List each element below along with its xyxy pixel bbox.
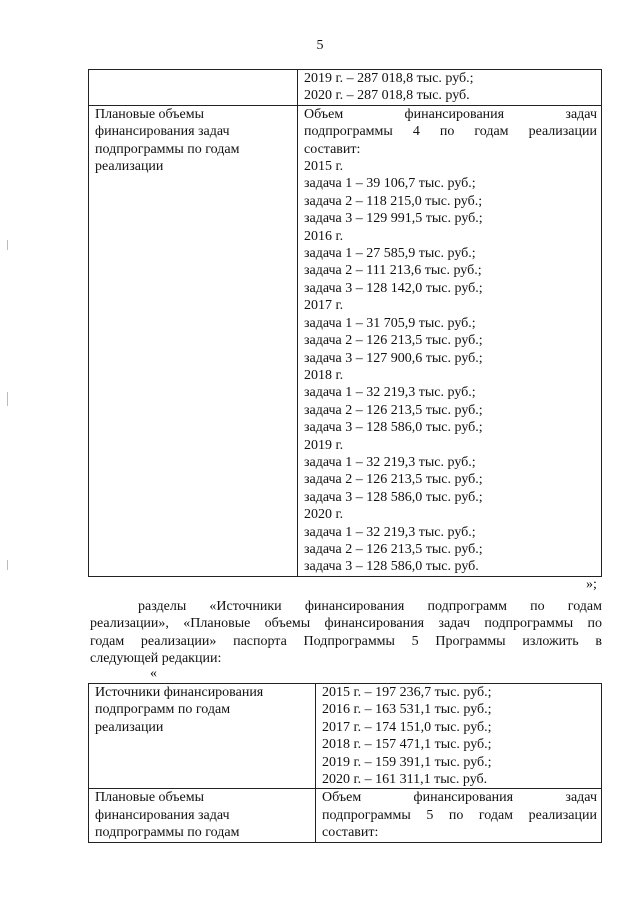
planned-volumes-values — [316, 789, 602, 842]
task-line: задача 3 – 128 586,0 тыс. руб.; — [304, 489, 483, 505]
task-line: задача 2 – 126 213,5 тыс. руб.; — [304, 472, 483, 488]
paragraph-line: реализации», «Плановые объемы финансирования задач подпрограммы по — [90, 616, 602, 632]
task-line: задача 2 – 126 213,5 тыс. руб.; — [304, 333, 483, 349]
label-line: подпрограммы по годам — [95, 825, 240, 841]
year-heading: 2018 г. — [304, 367, 344, 383]
label-line: реализации — [95, 159, 164, 175]
year-amount-line: 2017 г. – 174 151,0 тыс. руб.; — [322, 719, 492, 735]
sources-values — [316, 684, 602, 789]
amendment-paragraph — [90, 598, 602, 668]
task-line: задача 3 – 128 586,0 тыс. руб. — [304, 559, 479, 575]
table-row — [89, 789, 602, 842]
intro-line: Объем финансирования задач — [304, 106, 597, 122]
label-line: подпрограммы по годам — [95, 141, 240, 157]
empty-label-cell — [89, 70, 298, 106]
paragraph-line: следующей редакции: — [90, 651, 222, 667]
label-line: Плановые объемы — [95, 106, 205, 122]
intro-line: подпрограммы 5 по годам реализации — [322, 807, 597, 823]
task-line: задача 2 – 118 215,0 тыс. руб.; — [304, 193, 483, 209]
task-line: задача 1 – 27 585,9 тыс. руб.; — [304, 246, 476, 262]
task-line: задача 3 – 127 900,6 тыс. руб.; — [304, 350, 483, 366]
table-row — [89, 684, 602, 789]
intro-line: подпрограммы 4 по годам реализации — [304, 124, 597, 140]
year-heading: 2019 г. — [304, 437, 344, 453]
page-number: 5 — [316, 38, 324, 53]
intro-line: составит: — [304, 141, 361, 157]
intro-line: Объем финансирования задач — [322, 790, 597, 806]
task-line: задача 1 – 31 705,9 тыс. руб.; — [304, 315, 476, 331]
funding-table-subprogram-4 — [88, 69, 602, 577]
task-line: задача 3 – 128 142,0 тыс. руб.; — [304, 280, 483, 296]
task-line: задача 1 – 39 106,7 тыс. руб.; — [304, 176, 476, 192]
scan-artifact — [7, 240, 8, 250]
scan-artifact — [7, 560, 8, 570]
planned-volumes-label — [89, 105, 298, 576]
year-heading: 2015 г. — [304, 159, 344, 175]
label-line: финансирования задач — [95, 807, 230, 823]
table-row — [89, 105, 602, 576]
label-line: подпрограмм по годам — [95, 702, 231, 718]
sources-label — [89, 684, 316, 789]
label-line: Плановые объемы — [95, 790, 205, 806]
intro-line: составит: — [322, 825, 379, 841]
year-amount-line: 2016 г. – 163 531,1 тыс. руб.; — [322, 702, 492, 718]
year-amount-line: 2018 г. – 157 471,1 тыс. руб.; — [322, 737, 492, 753]
label-line: Источники финансирования — [95, 685, 264, 700]
planned-volumes-label — [89, 789, 316, 842]
task-line: задача 2 – 126 213,5 тыс. руб.; — [304, 541, 483, 557]
year-heading: 2016 г. — [304, 228, 344, 244]
paragraph-line: годам реализации» паспорта Подпрограммы 5 Программы изложить в — [90, 633, 602, 649]
closing-quote-mark: »; — [586, 577, 597, 592]
scan-artifact — [7, 392, 8, 406]
opening-quote-mark: « — [150, 666, 157, 681]
planned-volumes-values — [298, 105, 602, 576]
year-heading: 2020 г. — [304, 507, 344, 523]
label-line: реализации — [95, 719, 164, 735]
task-line: задача 1 – 32 219,3 тыс. руб.; — [304, 454, 476, 470]
label-line: финансирования задач — [95, 124, 230, 140]
continuation-line: 2019 г. – 287 018,8 тыс. руб.; — [304, 71, 474, 86]
year-heading: 2017 г. — [304, 298, 344, 314]
year-amount-line: 2015 г. – 197 236,7 тыс. руб.; — [322, 685, 492, 700]
task-line: задача 2 – 111 213,6 тыс. руб.; — [304, 263, 482, 279]
funding-table-subprogram-5 — [88, 683, 602, 843]
task-line: задача 3 – 128 586,0 тыс. руб.; — [304, 420, 483, 436]
table-row — [89, 70, 602, 106]
task-line: задача 1 – 32 219,3 тыс. руб.; — [304, 524, 476, 540]
continuation-cell — [298, 70, 602, 106]
year-amount-line: 2020 г. – 161 311,1 тыс. руб. — [322, 772, 488, 788]
task-line: задача 3 – 129 991,5 тыс. руб.; — [304, 211, 483, 227]
paragraph-line: разделы «Источники финансирования подпрограмм по годам — [138, 599, 602, 614]
task-line: задача 1 – 32 219,3 тыс. руб.; — [304, 385, 476, 401]
year-amount-line: 2019 г. – 159 391,1 тыс. руб.; — [322, 754, 492, 770]
continuation-line: 2020 г. – 287 018,8 тыс. руб. — [304, 88, 470, 104]
task-line: задача 2 – 126 213,5 тыс. руб.; — [304, 402, 483, 418]
